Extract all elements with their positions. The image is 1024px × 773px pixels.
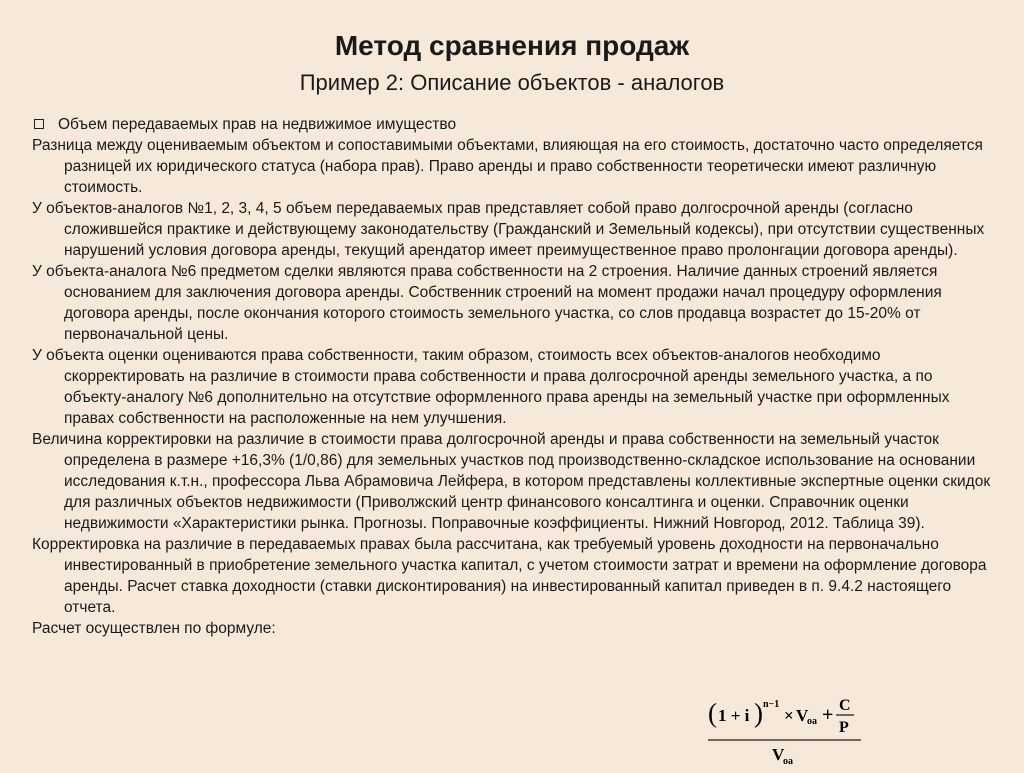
formula-close-paren: ): [754, 698, 763, 728]
formula-c: C: [839, 697, 851, 714]
slide-subtitle: Пример 2: Описание объектов - аналогов: [299, 70, 725, 95]
slide-body: [32, 114, 992, 639]
paragraph-analogs-1-5: У объектов-аналогов №1, 2, 3, 4, 5 объем передаваемых прав представляет собой право долгосрочной аренды (согласно сложившейся практике и действующему законодательству (Гражданский и Земельный кодексы), при отсутствии существенных нарушений условия договора аренды, текущий арендатор имеет преимущественное право пролонгации договора аренды).: [32, 200, 985, 259]
slide-title: Метод сравнения продаж: [334, 30, 690, 61]
formula-v: V: [796, 706, 809, 725]
bullet-item: [32, 114, 992, 135]
paragraph-analog-6: У объекта-аналога №6 предметом сделки являются права собственности на 2 строения. Наличие данных строений является основанием для заключения договора аренды. Собственник строений на момент продажи начал процедуру оформления договора аренды, после окончания которого стоимость земельного участка, со слов продавца возрастет до 15-20% от первоначальной цены.: [32, 263, 942, 343]
formula-exponent: n−1: [763, 699, 780, 710]
formula-denominator-v: V: [772, 745, 785, 764]
bullet-text: Объем передаваемых прав на недвижимое имущество: [58, 116, 457, 133]
formula-plus: +: [822, 704, 834, 726]
formula-svg: [706, 692, 866, 768]
paragraph-correction-value: Величина корректировки на различие в стоимости права долгосрочной аренды и права собственности на земельный участок определена в размере +16,3% (1/0,86) для земельных участков под производственно-складское использование на основании исследования к.т.н., профессора Льва Абрамовича Лейфера, в котором представлены коллективные экспертные оценки скидок для различных объектов недвижимости (Приволжский центр финансового консалтинга и оценки. Справочник оценки недвижимости «Характеристики рынка. Прогнозы. Поправочные коэффициенты. Нижний Новгород, 2012. Таблица 39).: [32, 431, 991, 532]
paragraph-object-rights: У объекта оценки оцениваются права собственности, таким образом, стоимость всех объектов-аналогов необходимо скорректировать на различие в стоимости права собственности и права долгосрочной аренды земельного участка, а по объекту-аналогу №6 дополнительно на отсутствие оформленного права аренды на земельный участке при оформленных правах собственности на расположенные на нем улучшения.: [32, 347, 950, 427]
formula-one-plus-i: 1 + i: [718, 706, 750, 725]
formula-times: ×: [784, 706, 794, 725]
paragraph-legal-status: Разница между оцениваемым объектом и сопоставимыми объектами, влияющая на его стоимость, достаточно часто определяется разницей их юридического статуса (набора прав). Право аренды и право собственности теоретически имеют различную стоимость.: [32, 137, 983, 196]
formula-p: P: [839, 719, 849, 736]
formula: [706, 692, 866, 768]
paragraph-formula-intro: Расчет осуществлен по формуле:: [32, 620, 276, 637]
paragraph-correction-method: Корректировка на различие в передаваемых правах была рассчитана, как требуемый уровень доходности на первоначально инвестированный в приобретение земельного участка капитал, с учетом стоимости затрат и времени на оформление договора аренды. Расчет ставка доходности (ставки дисконтирования) на инвестированный капитал приведен в п. 9.4.2 настоящего отчета.: [32, 536, 987, 616]
checkbox-bullet-icon: [34, 119, 44, 129]
formula-denominator-subscript: оа: [783, 756, 793, 767]
slide-header: [0, 28, 1024, 98]
formula-v-subscript: оа: [807, 716, 817, 727]
formula-open-paren: (: [708, 698, 717, 728]
